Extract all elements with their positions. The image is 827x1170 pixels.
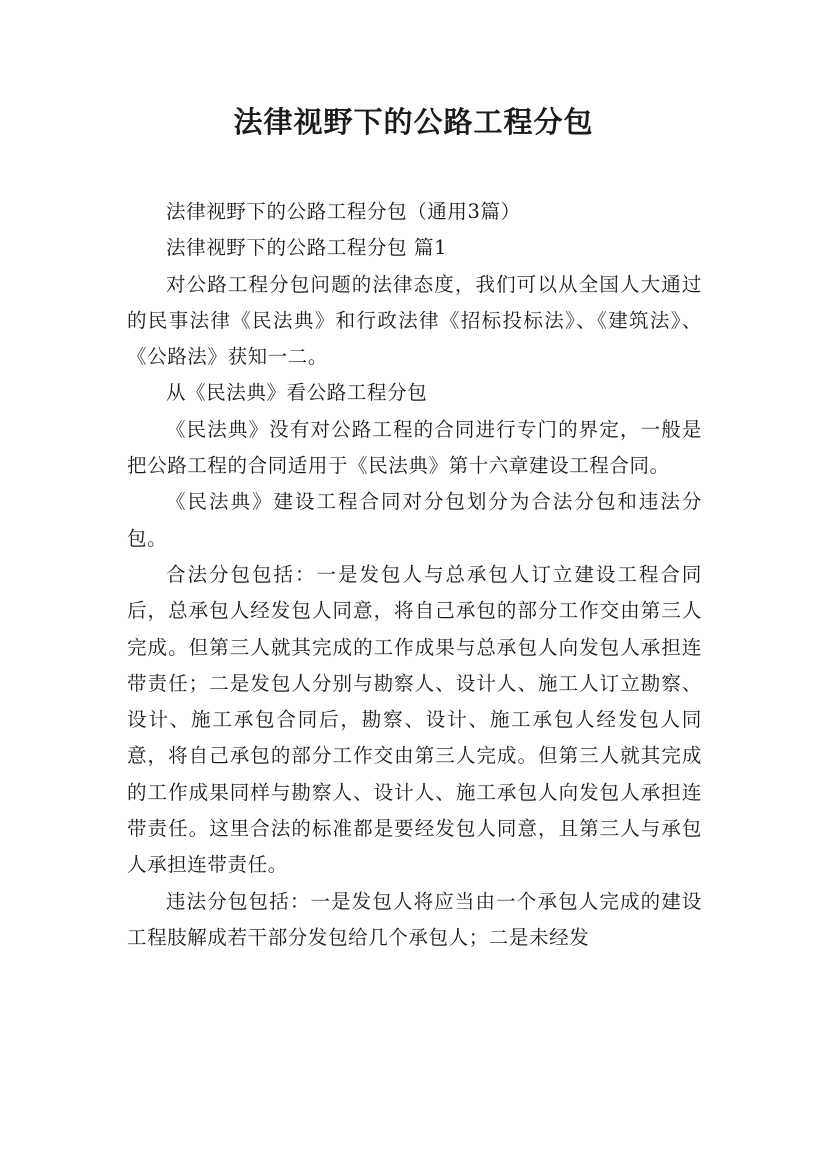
document-body [127,194,702,956]
paragraph: 从《民法典》看公路工程分包 [166,381,428,405]
paragraph: 《民法典》建设工程合同对分包划分为合法分包和违法分包。 [127,490,702,550]
paragraph: 法律视野下的公路工程分包（通用3篇） [166,200,521,223]
paragraph: 法律视野下的公路工程分包 篇1 [166,236,448,260]
paragraph: 违法分包包括：一是发包人将应当由一个承包人完成的建设工程肢解成若干部分发包给几个承包人；二是未经发 [127,889,702,949]
paragraph: 合法分包包括：一是发包人与总承包人订立建设工程合同后，总承包人经发包人同意，将自己承包的部分工作交由第三人完成。但第三人就其完成的工作成果与总承包人向发包人承担连带责任；二是发包人分别与勘察人、设计人、施工人订立勘察、设计、施工承包合同后，勘察、设计、施工承包人经发包人同意，将自己承包的部分工作交由第三人完成。但第三人就其完成的工作成果同样与勘察人、设计人、施工承包人向发包人承担连带责任。这里合法的标准都是要经发包人同意，且第三人与承包人承担连带责任。 [127,562,702,877]
document-title: 法律视野下的公路工程分包 [233,105,594,139]
paragraph: 对公路工程分包问题的法律态度，我们可以从全国人大通过的民事法律《民法典》和行政法律《招标投标法》、《建筑法》、《公路法》获知一二。 [127,272,702,369]
paragraph: 《民法典》没有对公路工程的合同进行专门的界定，一般是把公路工程的合同适用于《民法典》第十六章建设工程合同。 [127,417,702,478]
